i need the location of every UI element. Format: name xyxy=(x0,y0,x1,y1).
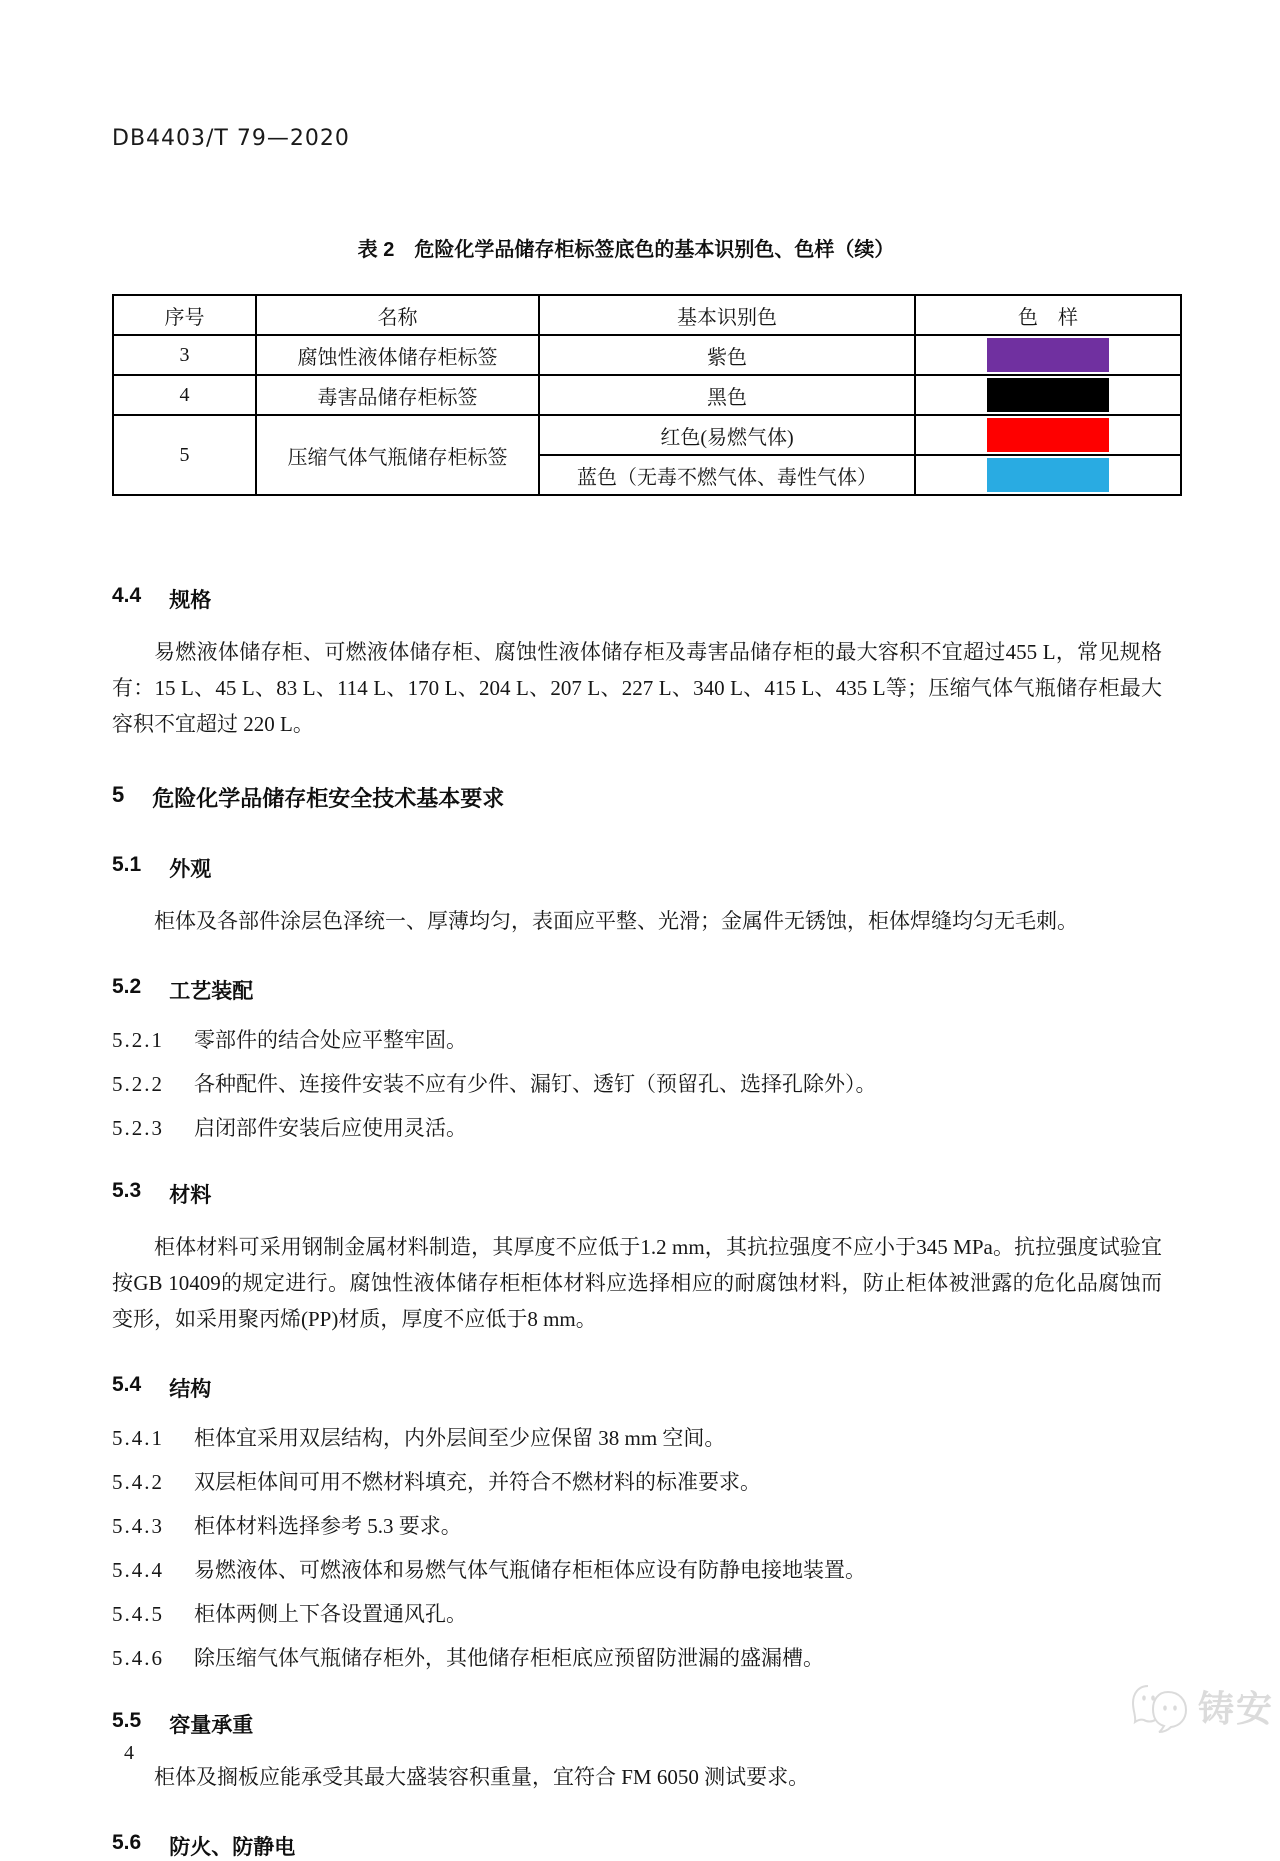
paragraph-4-4: 易燃液体储存柜、可燃液体储存柜、腐蚀性液体储存柜及毒害品储存柜的最大容积不宜超过455 L，常见规格有：15 L、45 L、83 L、114 L、170 L、204 L、207 L、227 L、340 L、415 L、435 L等；压缩气体气瓶储存柜最大容积不宜超过 220 L。 xyxy=(112,640,1162,736)
clause-text: 零部件的结合处应平整牢固。 xyxy=(194,1028,467,1052)
heading-title: 外观 xyxy=(169,858,212,881)
clause-5-2-2 xyxy=(112,1069,1162,1099)
heading-5-3 xyxy=(112,1179,1162,1209)
row-sample-cell xyxy=(915,455,1181,495)
row-no: 4 xyxy=(113,375,256,415)
heading-number: 5.1 xyxy=(112,853,142,876)
row-color-name: 蓝色（无毒不燃气体、毒性气体） xyxy=(539,455,915,495)
color-swatch-black xyxy=(987,378,1109,412)
row-no: 5 xyxy=(113,415,256,495)
heading-5-5 xyxy=(112,1709,1162,1739)
clause-5-4-1 xyxy=(112,1423,1162,1453)
row-sample-cell xyxy=(915,415,1181,455)
heading-title: 工艺装配 xyxy=(169,980,254,1003)
table-row xyxy=(113,375,1181,415)
heading-number: 4.4 xyxy=(112,584,142,607)
heading-5-6 xyxy=(112,1831,1162,1861)
column-header-color: 基本识别色 xyxy=(539,295,915,335)
heading-5-4 xyxy=(112,1373,1162,1403)
column-header-name: 名称 xyxy=(256,295,539,335)
watermark-label: 铸安 xyxy=(1198,1687,1275,1729)
heading-5-1 xyxy=(112,853,1162,883)
clause-5-2-1 xyxy=(112,1025,1162,1055)
clause-5-4-3 xyxy=(112,1511,1162,1541)
table-row xyxy=(113,335,1181,375)
clause-5-4-6 xyxy=(112,1643,1162,1673)
row-color-name: 紫色 xyxy=(539,335,915,375)
document-number: DB4403/T 79—2020 xyxy=(112,126,350,151)
clause-5-4-5 xyxy=(112,1599,1162,1629)
page-number: 4 xyxy=(124,1742,134,1764)
heading-title: 材料 xyxy=(169,1184,212,1207)
watermark xyxy=(1128,1678,1274,1734)
heading-number: 5 xyxy=(112,782,125,807)
clause-text: 柜体宜采用双层结构，内外层间至少应保留 38 mm 空间。 xyxy=(194,1426,726,1450)
clause-text: 各种配件、连接件安装不应有少件、漏钉、透钉（预留孔、选择孔除外）。 xyxy=(194,1072,877,1096)
heading-number: 5.6 xyxy=(112,1831,142,1854)
clause-5-2-3 xyxy=(112,1113,1162,1143)
heading-4-4 xyxy=(112,584,1162,614)
clause-number: 5.4.1 xyxy=(112,1426,164,1450)
heading-5 xyxy=(112,782,1162,813)
paragraph-5-5: 柜体及搁板应能承受其最大盛装容积重量，宜符合 FM 6050 测试要求。 xyxy=(154,1765,810,1789)
heading-title: 规格 xyxy=(169,589,212,612)
heading-number: 5.5 xyxy=(112,1709,142,1732)
heading-title: 危险化学品储存柜安全技术基本要求 xyxy=(152,786,505,811)
column-header-sample: 色 样 xyxy=(915,295,1181,335)
clause-number: 5.2.1 xyxy=(112,1028,164,1052)
row-name: 腐蚀性液体储存柜标签 xyxy=(256,335,539,375)
table-header-row xyxy=(113,295,1181,335)
column-header-no: 序号 xyxy=(113,295,256,335)
table-caption: 表 2 危险化学品储存柜标签底色的基本识别色、色样（续） xyxy=(357,239,895,261)
color-swatch-blue xyxy=(987,458,1109,492)
clause-text: 柜体材料选择参考 5.3 要求。 xyxy=(194,1514,462,1538)
clause-number: 5.4.6 xyxy=(112,1646,164,1670)
clause-text: 除压缩气体气瓶储存柜外，其他储存柜柜底应预留防泄漏的盛漏槽。 xyxy=(194,1646,824,1670)
row-sample-cell xyxy=(915,335,1181,375)
heading-title: 结构 xyxy=(169,1378,212,1401)
clause-number: 5.2.2 xyxy=(112,1072,164,1096)
heading-title: 防火、防静电 xyxy=(169,1836,296,1859)
clause-text: 易燃液体、可燃液体和易燃气体气瓶储存柜柜体应设有防静电接地装置。 xyxy=(194,1558,866,1582)
clause-5-4-4 xyxy=(112,1555,1162,1585)
clause-number: 5.4.5 xyxy=(112,1602,164,1626)
row-no: 3 xyxy=(113,335,256,375)
heading-number: 5.2 xyxy=(112,975,142,998)
clause-number: 5.4.3 xyxy=(112,1514,164,1538)
row-sample-cell xyxy=(915,375,1181,415)
clause-5-4-2 xyxy=(112,1467,1162,1497)
heading-number: 5.4 xyxy=(112,1373,142,1396)
row-name: 压缩气体气瓶储存柜标签 xyxy=(256,415,539,495)
color-swatch-purple xyxy=(987,338,1109,372)
table-row xyxy=(113,415,1181,455)
row-color-name: 红色(易燃气体) xyxy=(539,415,915,455)
clause-number: 5.2.3 xyxy=(112,1116,164,1140)
clause-number: 5.4.2 xyxy=(112,1470,164,1494)
paragraph-5-3: 柜体材料可采用钢制金属材料制造，其厚度不应低于1.2 mm，其抗拉强度不应小于345 MPa。抗拉强度试验宜按GB 10409的规定进行。腐蚀性液体储存柜柜体材料应选择相应的耐腐蚀材料，防止柜体被泄露的危化品腐蚀而变形，如采用聚丙烯(PP)材质，厚度不应低于8 mm。 xyxy=(112,1235,1162,1331)
row-name: 毒害品储存柜标签 xyxy=(256,375,539,415)
clause-number: 5.4.4 xyxy=(112,1558,164,1582)
color-swatch-red xyxy=(987,418,1109,452)
color-identification-table xyxy=(112,294,1182,496)
ghost-mascots-icon xyxy=(1128,1678,1194,1734)
heading-number: 5.3 xyxy=(112,1179,142,1202)
clause-text: 柜体两侧上下各设置通风孔。 xyxy=(194,1602,467,1626)
clause-text: 启闭部件安装后应使用灵活。 xyxy=(194,1116,467,1140)
paragraph-5-1: 柜体及各部件涂层色泽统一、厚薄均匀，表面应平整、光滑；金属件无锈蚀，柜体焊缝均匀无毛刺。 xyxy=(154,909,1078,933)
clause-text: 双层柜体间可用不燃材料填充，并符合不燃材料的标准要求。 xyxy=(194,1470,761,1494)
row-color-name: 黑色 xyxy=(539,375,915,415)
heading-5-2 xyxy=(112,975,1162,1005)
heading-title: 容量承重 xyxy=(169,1714,254,1737)
